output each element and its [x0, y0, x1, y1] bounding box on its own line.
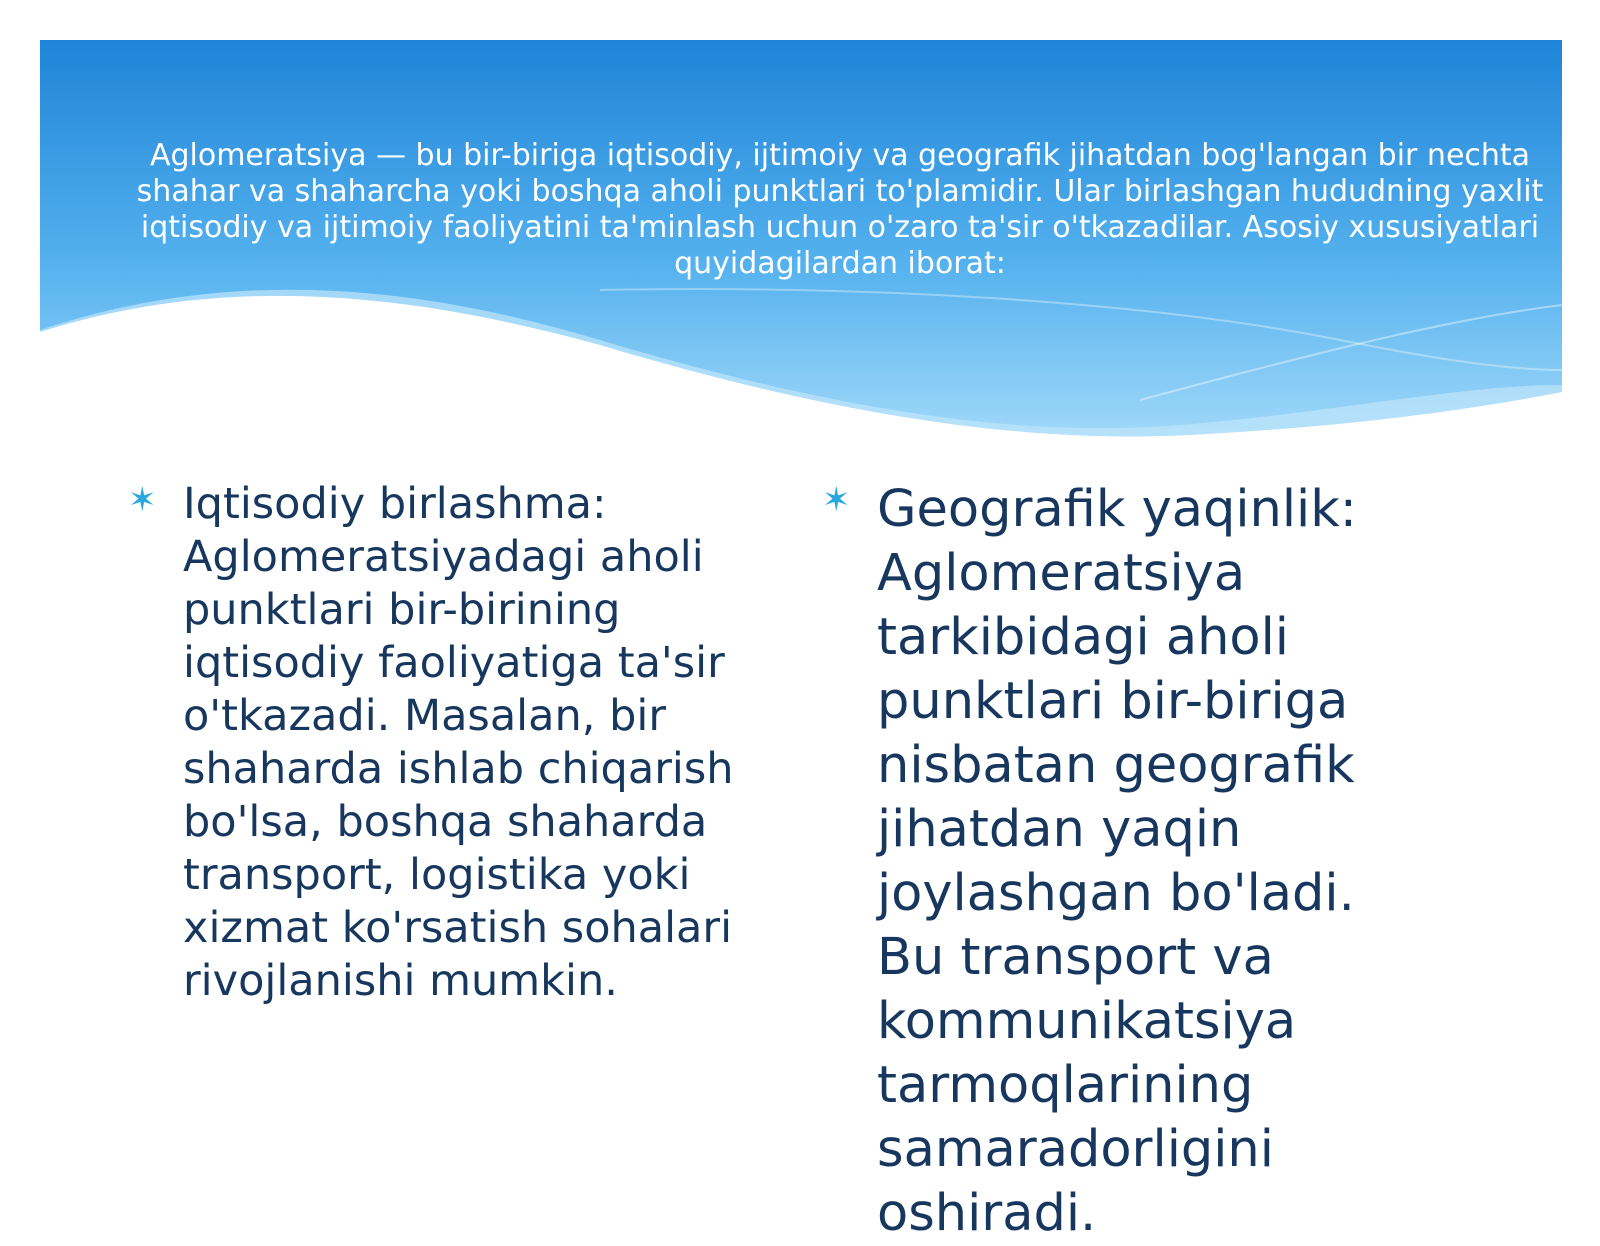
asterisk-bullet-icon: ✶: [822, 480, 851, 520]
list-item: [128, 478, 778, 1008]
header-banner: [40, 40, 1562, 450]
geographic-proximity-text: Geografik yaqinlik: Aglomeratsiya tarkibidagi aholi punktlari bir-biriga nisbatan geografik jihatdan yaqin joylashgan bo'ladi. Bu transport va kommunikatsiya tarmoqlarining samaradorligini oshiradi.: [877, 480, 1357, 1243]
list-item: [822, 478, 1422, 1246]
economic-union-text: Iqtisodiy birlashma: Aglomeratsiyadagi aholi punktlari bir-birining iqtisodiy faoliyatiga ta'sir o'tkazadi. Masalan, bir shaharda ishlab chiqarish bo'lsa, boshqa shaharda transport, logistika yoki xizmat ko'rsatish sohalari rivojlanishi mumkin.: [183, 479, 734, 1006]
left-column: [128, 478, 778, 1008]
asterisk-bullet-icon: ✶: [128, 480, 157, 520]
right-column: [822, 478, 1422, 1246]
page-title: Aglomeratsiya — bu bir-biriga iqtisodiy, ijtimoiy va geografik jihatdan bog'langan bir nechta shahar va shaharcha yoki boshqa aholi punktlari to'plamidir. Ular birlashgan hududning yaxlit iqtisodiy va ijtimoiy faoliyatini ta'minlash uchun o'zaro ta'sir o'tkazadilar. Asosiy xususiyatlari quyidagilardan iborat:: [136, 138, 1544, 281]
